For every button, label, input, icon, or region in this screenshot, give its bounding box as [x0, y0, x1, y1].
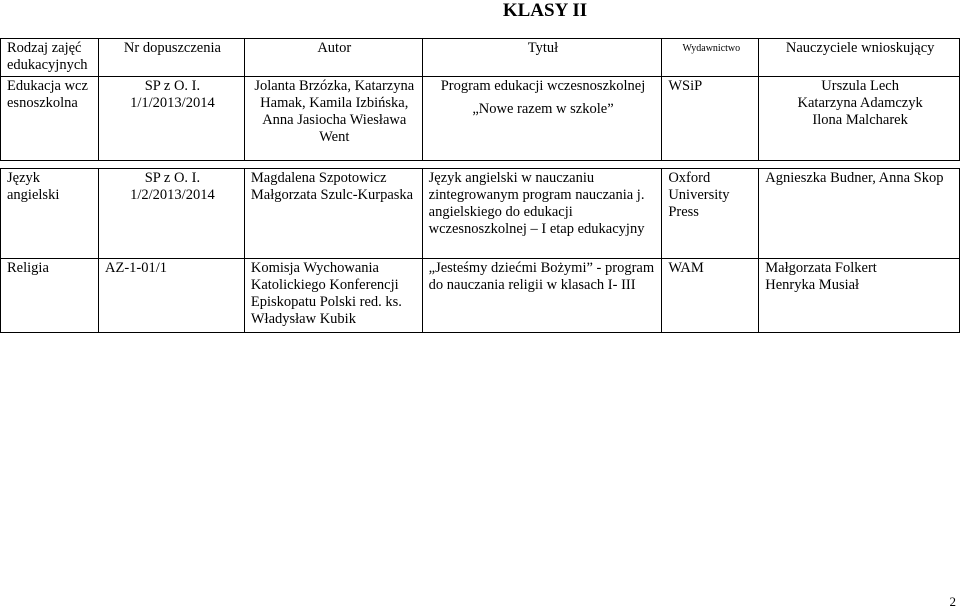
row-subject: Religia	[1, 259, 99, 333]
row-title-subtitle: „Nowe razem w szkole”	[472, 101, 614, 117]
page-title: KLASY II	[502, 0, 588, 21]
row-title	[422, 77, 662, 161]
header-teachers: Nauczyciele wnioskujący	[759, 39, 960, 77]
teacher-name: Ilona Malcharek	[812, 112, 908, 128]
row-author: Komisja Wychowania Katolickiego Konferencji Episkopatu Polski red. ks. Władysław Kubik	[244, 259, 422, 333]
table-row	[1, 77, 960, 161]
row-teachers: Agnieszka Budner, Anna Skop	[759, 169, 960, 259]
header-admission-no: Nr dopuszczenia	[98, 39, 244, 77]
teacher-name: Urszula Lech	[821, 78, 899, 94]
page-number: 2	[949, 594, 956, 609]
row-publisher: WAM	[662, 259, 759, 333]
row-title: Język angielski w nauczaniu zintegrowanym program nauczania j. angielskiego do edukacji wczesnoszkolnej – I etap edukacyjny	[422, 169, 662, 259]
row-publisher: WSiP	[662, 77, 759, 161]
row-title-text: Program edukacji wczesnoszkolnej	[440, 78, 646, 94]
row-title: „Jesteśmy dziećmi Bożymi” - program do nauczania religii w klasach I- III	[422, 259, 662, 333]
row-teachers	[759, 259, 960, 333]
header-row	[1, 39, 960, 77]
teacher-name: Katarzyna Adamczyk	[797, 95, 923, 111]
header-publisher: Wydawnictwo	[662, 39, 759, 77]
row-subject: Język angielski	[1, 169, 99, 259]
row-teachers	[759, 77, 960, 161]
teacher-name: Małgorzata Folkert	[765, 260, 877, 276]
header-author: Autor	[244, 39, 422, 77]
spacer-row	[1, 161, 960, 169]
row-admission-no: SP z O. I. 1/2/2013/2014	[98, 169, 244, 259]
teacher-name: Henryka Musiał	[765, 277, 860, 293]
row-admission-no: SP z O. I. 1/1/2013/2014	[98, 77, 244, 161]
row-admission-no: AZ-1-01/1	[98, 259, 244, 333]
curriculum-table	[0, 38, 960, 333]
header-subject: Rodzaj zajęć edukacyjnych	[1, 39, 99, 77]
row-author: Magdalena Szpotowicz Małgorzata Szulc-Kurpaska	[244, 169, 422, 259]
row-publisher: Oxford University Press	[662, 169, 759, 259]
row-subject: Edukacja wczesnoszkolna	[1, 77, 99, 161]
row-author: Jolanta Brzózka, Katarzyna Hamak, Kamila Izbińska, Anna Jasiocha Wiesława Went	[244, 77, 422, 161]
table-row	[1, 259, 960, 333]
table-row	[1, 169, 960, 259]
header-title: Tytuł	[422, 39, 662, 77]
